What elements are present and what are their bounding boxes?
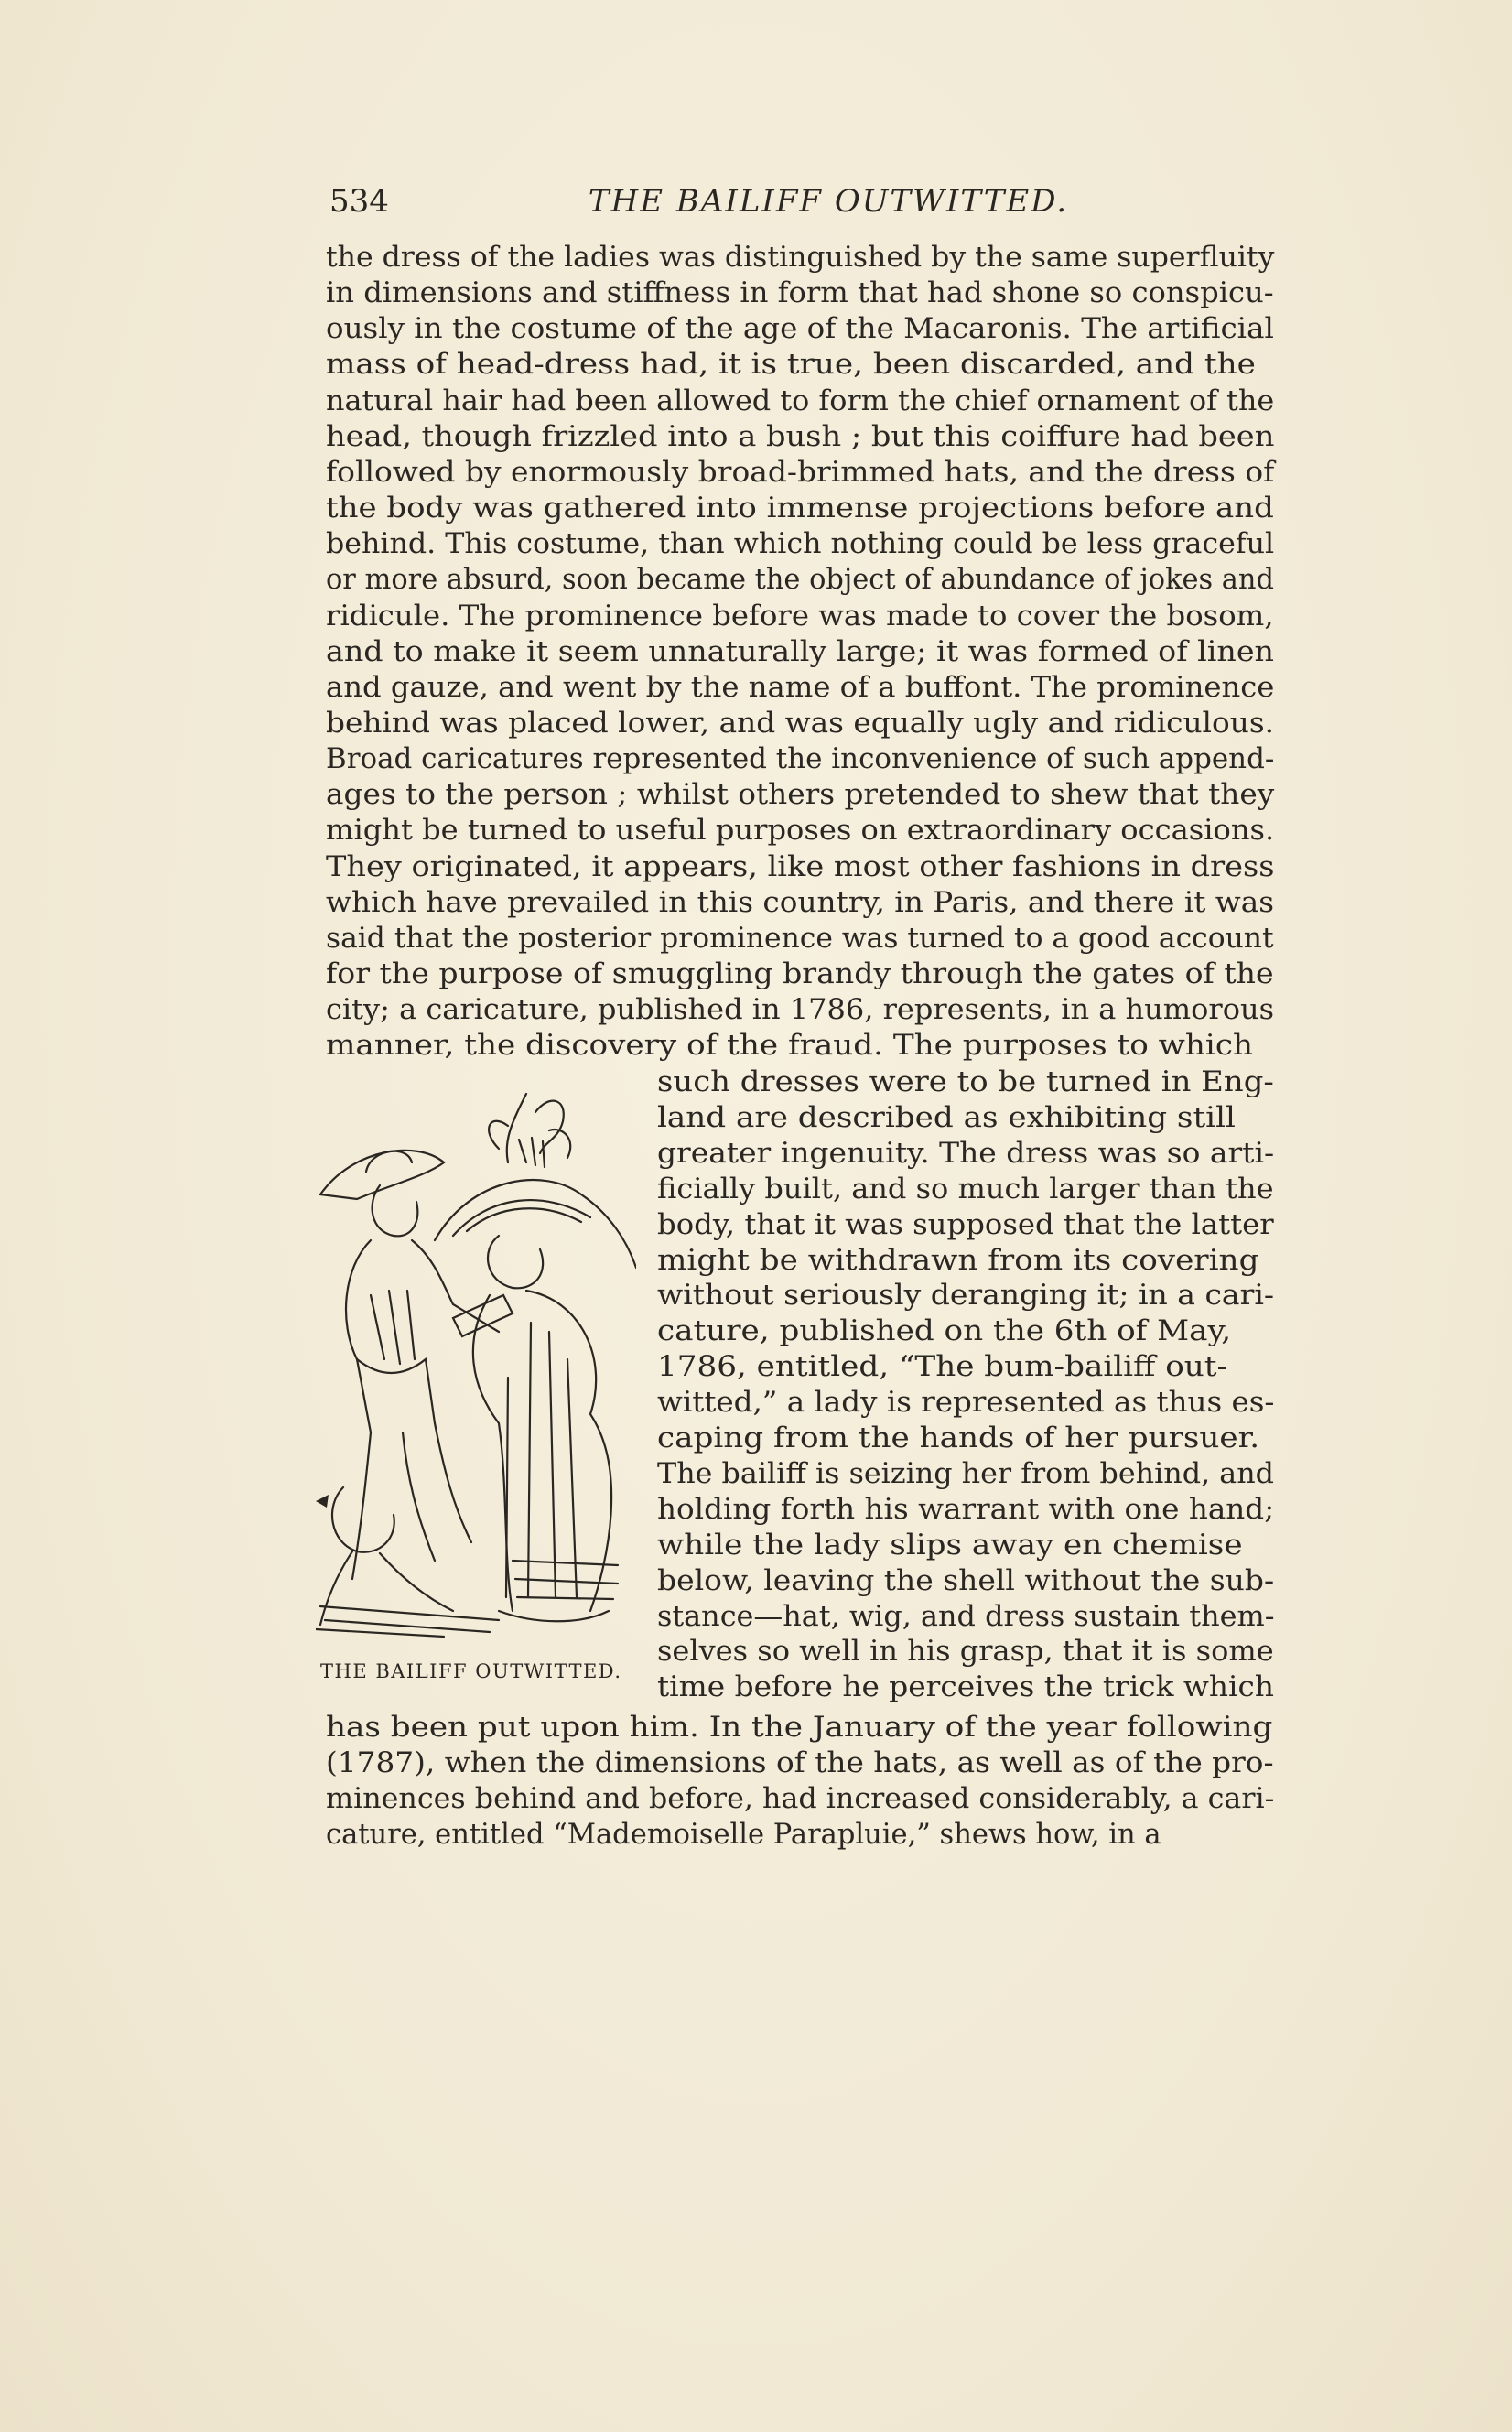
text-line: and to make it seem unnaturally large; it was formed of linen [326, 635, 1274, 668]
page-header [329, 183, 1272, 227]
text-line: the body was gathered into immense projections before and [326, 492, 1274, 525]
text-line: witted,” a lady is represented as thus es- [657, 1387, 1275, 1420]
text-line: They originated, it appears, like most other fashions in dress [326, 850, 1275, 883]
text-line: followed by enormously broad-brimmed hats, and the dress of [326, 456, 1275, 489]
text-line: head, though frizzled into a bush ; but this coiffure had been [326, 420, 1275, 453]
text-line: behind. This costume, than which nothing could be less graceful [326, 528, 1275, 561]
text-line: without seriously deranging it; in a cari- [657, 1280, 1275, 1313]
text-line: which have prevailed in this country, in Paris, and there it was [326, 886, 1275, 919]
text-line: Broad caricatures represented the inconvenience of such append- [326, 743, 1275, 776]
text-line: greater ingenuity. The dress was so arti- [657, 1137, 1275, 1170]
text-line: has been put upon him. In the January of the year following [326, 1712, 1273, 1744]
text-line: caping from the hands of her pursuer. [657, 1422, 1260, 1454]
running-title: THE BAILIFF OUTWITTED. [588, 183, 1069, 220]
text-line: 1786, entitled, “The bum-bailiff out- [657, 1351, 1228, 1384]
text-line: The bailiff is seizing her from behind, and [657, 1457, 1275, 1490]
text-line: the dress of the ladies was distinguished by the same superfluity [326, 242, 1275, 274]
text-line: might be withdrawn from its covering [657, 1244, 1259, 1277]
text-line: city; a caricature, published in 1786, represents, in a humorous [326, 994, 1275, 1027]
text-line: land are described as exhibiting still [657, 1101, 1236, 1134]
text-line: such dresses were to be turned in Eng- [657, 1066, 1274, 1098]
text-line: (1787), when the dimensions of the hats, as well as of the pro- [326, 1746, 1274, 1779]
page-number: 534 [329, 183, 389, 220]
bailiff-illustration [316, 1085, 636, 1638]
text-line: manner, the discovery of the fraud. The purposes to which [326, 1030, 1253, 1063]
text-line: said that the posterior prominence was turned to a good account [326, 922, 1274, 955]
figure-caption: THE BAILIFF OUTWITTED. [320, 1660, 622, 1682]
text-line: selves so well in his grasp, that it is some [657, 1636, 1274, 1669]
text-line: mass of head-dress had, it is true, been discarded, and the [326, 349, 1256, 382]
text-line: below, leaving the shell without the sub- [657, 1564, 1275, 1597]
text-line: time before he perceives the trick which [657, 1671, 1275, 1704]
text-line: minences behind and before, had increased considerably, a cari- [326, 1782, 1275, 1815]
text-line: or more absurd, soon became the object of abundance of jokes and [326, 564, 1274, 597]
text-line: stance—hat, wig, and dress sustain them- [657, 1600, 1275, 1633]
text-line: ages to the person ; whilst others pretended to shew that they [326, 779, 1275, 812]
text-line: ridicule. The prominence before was made to cover the bosom, [326, 600, 1274, 632]
text-line: body, that it was supposed that the latter [657, 1208, 1274, 1241]
text-line: ously in the costume of the age of the Macaronis. The artificial [326, 313, 1274, 346]
text-line: behind was placed lower, and was equally ugly and ridiculous. [326, 707, 1275, 740]
text-line: natural hair had been allowed to form the chief ornament of the [326, 384, 1275, 417]
text-line: cature, published on the 6th of May, [657, 1315, 1232, 1348]
text-line: holding forth his warrant with one hand; [657, 1493, 1275, 1526]
text-line: and gauze, and went by the name of a buffont. The prominence [326, 671, 1275, 704]
text-line: ficially built, and so much larger than the [657, 1173, 1274, 1205]
text-line: in dimensions and stiffness in form that had shone so conspicu- [326, 277, 1274, 310]
text-line: for the purpose of smuggling brandy through the gates of the [326, 958, 1274, 990]
text-line: cature, entitled “Mademoiselle Parapluie,” shews how, in a [326, 1818, 1161, 1851]
text-line: while the lady slips away en chemise [657, 1529, 1243, 1562]
text-line: might be turned to useful purposes on extraordinary occasions. [326, 815, 1275, 848]
